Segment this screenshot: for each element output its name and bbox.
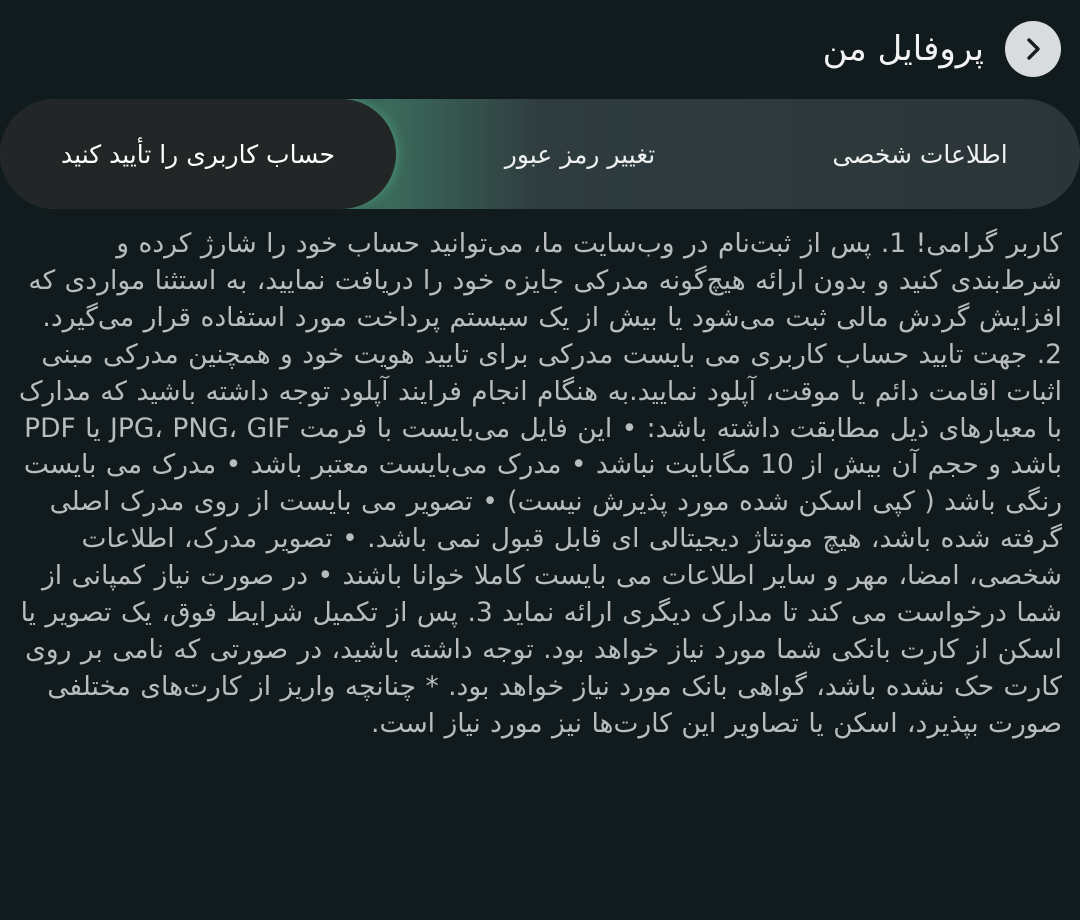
page-title: پروفایل من bbox=[822, 29, 984, 69]
chevron-right-icon bbox=[1020, 36, 1046, 62]
back-button[interactable] bbox=[1005, 21, 1061, 77]
tab-change-password[interactable]: تغییر رمز عبور bbox=[504, 139, 656, 169]
tab-bar bbox=[0, 99, 1080, 209]
app-header bbox=[0, 0, 1080, 96]
verification-instructions: کاربر گرامی! 1. پس از ثبت‌نام در وب‌سایت ما، می‌توانید حساب خود را شارژ کرده و شرط‌بندی کنید و بدون ارائه هیچ‌گونه مدرکی جایزه خود را دریافت نمایید، به استثنا مواردی که افزایش گردش مالی ثبت می‌شود یا بیش از یک سیستم پرداخت مورد استفاده قرار می‌گیرد. 2. جهت تایید حساب کاربری می بایست مدرکی برای تایید هویت خود و همچنین مدرکی مبنی اثبات اقامت دائم یا موقت، آپلود نمایید.به هنگام انجام فرایند آپلود توجه داشته باشید که مدارک با معیارهای ذیل مطابقت داشته باشد: • این فایل می‌بایست با فرمت JPG، PNG، GIF یا PDF باشد و حجم آن بیش از 10 مگابایت نباشد • مدرک می‌بایست معتبر باشد • مدرک می بایست رنگی باشد ( کپی اسکن شده مورد پذیرش نیست) • تصویر می بایست از روی مدرک اصلی گرفته شده باشد، هیچ مونتاژ دیجیتالی ای قابل قبول نمی باشد. • تصویر مدرک، اطلاعات شخصی، امضا، مهر و سایر اطلاعات می بایست کاملا خوانا باشند • در صورت نیاز کمپانی از شما درخواست می کند تا مدارک دیگری ارائه نماید 3. پس از تکمیل شرایط فوق، یک تصویر یا اسکن از کارت بانکی شما مورد نیاز خواهد بود. توجه داشته باشید، در صورتی که نامی بر روی کارت حک نشده باشد، گواهی بانک مورد نیاز خواهد بود. * چنانچه واریز از کارت‌های مختلفی صورت بپذیرد، اسکن یا تصاویر این کارت‌ها نیز مورد نیاز است. bbox=[18, 228, 1062, 739]
tab-verify-account[interactable]: حساب کاربری را تأیید کنید bbox=[0, 99, 396, 209]
tab-personal-info[interactable]: اطلاعات شخصی bbox=[832, 139, 1008, 169]
